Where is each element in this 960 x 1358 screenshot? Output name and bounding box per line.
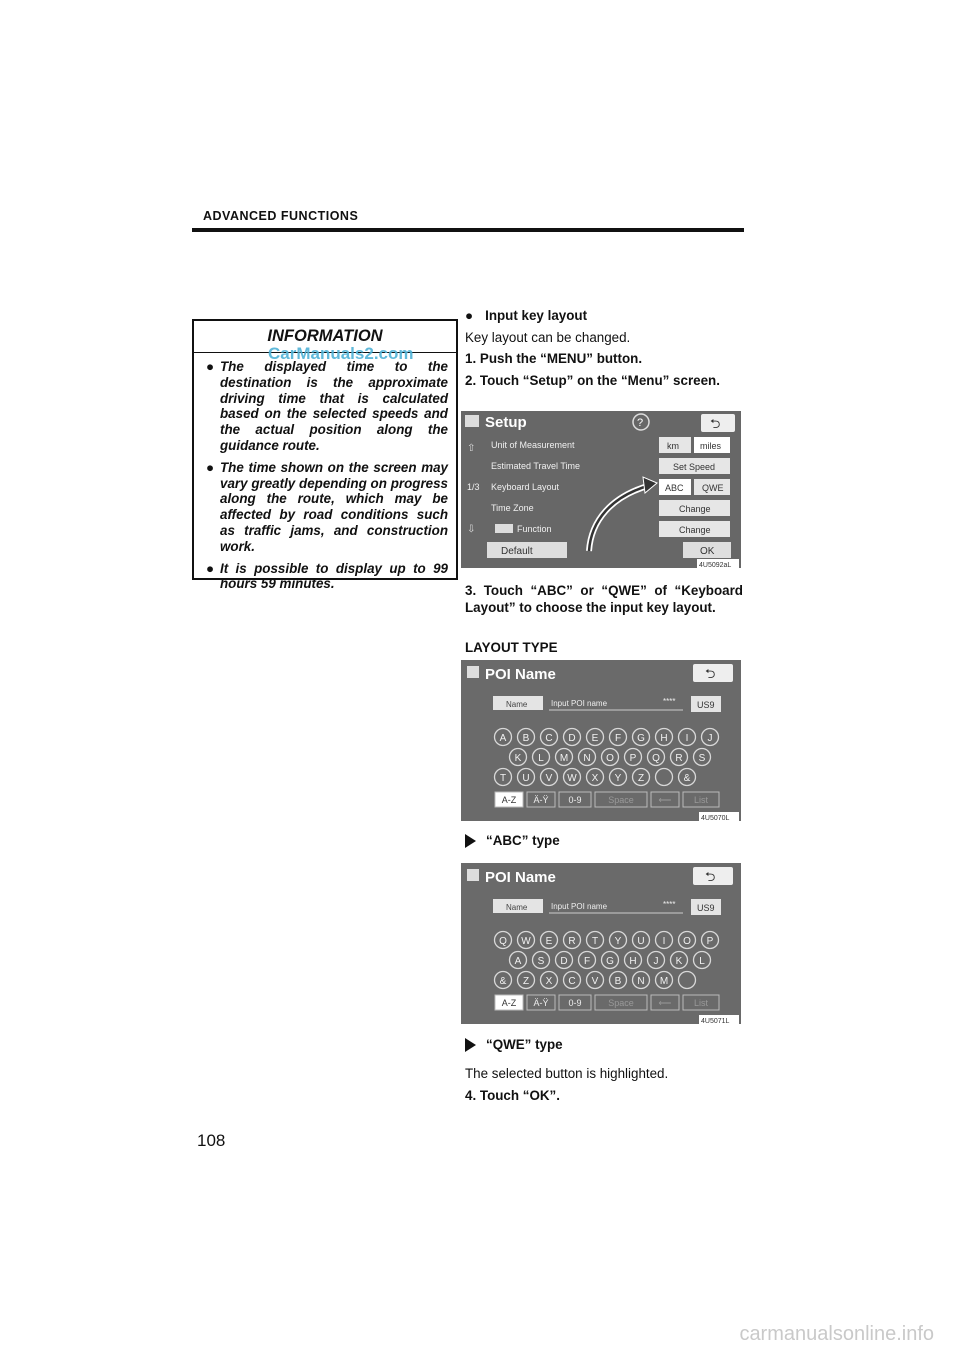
key-label: S bbox=[698, 753, 706, 764]
back-arrow-icon: ⮌ bbox=[705, 870, 716, 885]
key-label: K bbox=[514, 753, 522, 764]
key-label: J bbox=[653, 956, 659, 967]
setup-title: Setup bbox=[485, 414, 527, 431]
image-code: 4U5070L bbox=[701, 815, 730, 821]
setup-screen-svg bbox=[461, 411, 741, 568]
step-4: 4. Touch “OK”. bbox=[465, 1088, 560, 1103]
header-rule bbox=[192, 228, 744, 232]
key-label: D bbox=[560, 956, 568, 967]
key-label: & bbox=[499, 976, 507, 987]
key-label: O bbox=[606, 753, 614, 764]
input-label: Input POI name bbox=[551, 902, 608, 911]
input-stars: **** bbox=[663, 900, 676, 909]
input-label: Input POI name bbox=[551, 699, 608, 708]
information-heading: INFORMATION bbox=[267, 327, 383, 345]
key-label: L bbox=[699, 956, 705, 967]
row-label: Unit of Measurement bbox=[491, 440, 575, 450]
key-label: V bbox=[545, 773, 553, 784]
poi-icon bbox=[467, 666, 479, 678]
key-label: K bbox=[675, 956, 683, 967]
key-label: I bbox=[685, 733, 689, 744]
svg-text:US9: US9 bbox=[697, 700, 715, 710]
key-label: B bbox=[614, 976, 622, 987]
key-label: H bbox=[660, 733, 668, 744]
key-label: Y bbox=[614, 773, 622, 784]
qwe-caption: “QWE” type bbox=[465, 1036, 743, 1053]
key-label: E bbox=[545, 936, 553, 947]
scroll-down-icon[interactable]: ⇩ bbox=[467, 524, 476, 535]
key-label: U bbox=[522, 773, 530, 784]
step-3: 3. Touch “ABC” or “QWE” of “Keyboard Layout” to choose the input key layout. bbox=[465, 583, 743, 615]
key-label: C bbox=[545, 733, 553, 744]
poi-icon bbox=[467, 869, 479, 881]
back-arrow-icon: ⮌ bbox=[710, 417, 721, 432]
keyboard-mode-label: List bbox=[693, 795, 709, 805]
poi-title: POI Name bbox=[485, 666, 556, 683]
information-item: ● It is possible to display up to 99 hours 59 minutes. bbox=[206, 560, 448, 592]
selected-note: The selected button is highlighted. bbox=[465, 1066, 669, 1081]
information-item: ● The time shown on the screen may vary greatly depending on progress along the route, which may be affected by road conditions such as traffic jams, and construction work. bbox=[206, 459, 448, 554]
svg-text:OK: OK bbox=[700, 546, 715, 557]
key-label: R bbox=[675, 753, 683, 764]
key-label: A bbox=[514, 956, 522, 967]
keyboard-mode-label: 0-9 bbox=[568, 998, 582, 1008]
back-arrow-icon: ⮌ bbox=[705, 667, 716, 682]
svg-text:US9: US9 bbox=[697, 903, 715, 913]
keyboard-mode-label: 0-9 bbox=[568, 795, 582, 805]
keyboard-mode-label: ⟵ bbox=[658, 795, 672, 805]
abc-caption: “ABC” type bbox=[465, 832, 743, 849]
step-2: 2. Touch “Setup” on the “Menu” screen. bbox=[465, 373, 720, 388]
image-code: 4U5092aL bbox=[699, 562, 732, 568]
svg-text:Change: Change bbox=[679, 504, 711, 514]
keyboard-mode-label: Space bbox=[608, 998, 634, 1008]
svg-text:Change: Change bbox=[679, 525, 711, 535]
keyboard-mode-label: Ä-Ÿ bbox=[533, 998, 549, 1008]
row-label: Function bbox=[517, 524, 552, 534]
key-label: N bbox=[637, 976, 645, 987]
keyboard-mode-label: Ä-Ÿ bbox=[533, 795, 549, 805]
information-item: ● The displayed time to the destination is the approximate driving time that is calculated based on the selected speeds and the actual position along the guidance route. bbox=[206, 359, 448, 453]
key-label: U bbox=[637, 936, 645, 947]
key-label: T bbox=[499, 773, 507, 784]
keyboard-mode-label: List bbox=[693, 998, 709, 1008]
setup-screen-image bbox=[461, 411, 741, 568]
key-label: T bbox=[591, 936, 599, 947]
intro-text: Key layout can be changed. bbox=[465, 330, 631, 345]
key-label: B bbox=[522, 733, 530, 744]
overlay-watermark-link[interactable]: CarManuals2.com bbox=[268, 344, 414, 363]
poi-title: POI Name bbox=[485, 869, 556, 886]
site-watermark: carmanualsonline.info bbox=[739, 1323, 934, 1345]
svg-text:?: ? bbox=[637, 417, 644, 429]
setup-icon bbox=[465, 415, 479, 427]
svg-text:QWE: QWE bbox=[702, 483, 724, 493]
bullet-icon: ● bbox=[206, 560, 215, 576]
keyboard-mode-label: ⟵ bbox=[658, 998, 672, 1008]
information-list bbox=[206, 359, 448, 598]
key-label: O bbox=[683, 936, 691, 947]
poi-abc-svg bbox=[461, 660, 741, 821]
key-label: Z bbox=[637, 773, 645, 784]
page-indicator: 1/3 bbox=[467, 482, 480, 492]
row-label: Keyboard Layout bbox=[491, 482, 560, 492]
input-stars: **** bbox=[663, 697, 676, 706]
key-label: X bbox=[591, 773, 599, 784]
topic-heading: ● Input key layout bbox=[465, 308, 588, 323]
key-label: R bbox=[568, 936, 576, 947]
bullet-icon: ● bbox=[206, 359, 215, 374]
key-label: G bbox=[606, 956, 614, 967]
section-title: ADVANCED FUNCTIONS bbox=[203, 209, 359, 223]
key-label: F bbox=[583, 956, 591, 967]
key-label: E bbox=[591, 733, 599, 744]
key-label: Q bbox=[499, 936, 507, 947]
key-label: W bbox=[567, 773, 577, 784]
bullet-icon: ● bbox=[465, 308, 474, 323]
svg-text:miles: miles bbox=[700, 441, 722, 451]
key-label: P bbox=[706, 936, 714, 947]
svg-text:Name: Name bbox=[506, 700, 528, 709]
svg-text:Name: Name bbox=[506, 903, 528, 912]
page-number: 108 bbox=[197, 1131, 226, 1150]
poi-abc-screen-image bbox=[461, 660, 741, 821]
row-label: Time Zone bbox=[491, 503, 534, 513]
key-label: P bbox=[629, 753, 637, 764]
key-label: J bbox=[707, 733, 713, 744]
keyboard-mode-label: Space bbox=[608, 795, 634, 805]
key-label: Y bbox=[614, 936, 622, 947]
key-label: M bbox=[559, 753, 569, 764]
bullet-icon: ● bbox=[206, 459, 215, 475]
svg-text:ABC: ABC bbox=[665, 483, 684, 493]
image-code: 4U5071L bbox=[701, 1018, 730, 1024]
key-label: A bbox=[499, 733, 507, 744]
key-label: V bbox=[591, 976, 599, 987]
key-label: L bbox=[538, 753, 544, 764]
key-label: C bbox=[568, 976, 576, 987]
row-label: Estimated Travel Time bbox=[491, 461, 581, 471]
triangle-icon bbox=[465, 1038, 476, 1052]
key-label: X bbox=[545, 976, 553, 987]
key-label: D bbox=[568, 733, 576, 744]
key-label: S bbox=[537, 956, 545, 967]
key-label: G bbox=[637, 733, 645, 744]
svg-text:Default: Default bbox=[501, 546, 533, 557]
keyboard-mode-label: A-Z bbox=[501, 795, 517, 805]
step-1: 1. Push the “MENU” button. bbox=[465, 351, 643, 366]
key-label: & bbox=[683, 773, 691, 784]
poi-qwe-screen-image bbox=[461, 863, 741, 1024]
key-label: H bbox=[629, 956, 637, 967]
layout-type-heading: LAYOUT TYPE bbox=[465, 640, 558, 655]
poi-qwe-svg bbox=[461, 863, 741, 1024]
key-label: M bbox=[659, 976, 669, 987]
key-label: F bbox=[614, 733, 622, 744]
keyboard-mode-label: A-Z bbox=[501, 998, 517, 1008]
triangle-icon bbox=[465, 834, 476, 848]
key-label: Z bbox=[522, 976, 530, 987]
key-label: N bbox=[583, 753, 591, 764]
key-label: Q bbox=[652, 753, 660, 764]
svg-text:Set Speed: Set Speed bbox=[673, 462, 716, 472]
function-key-icon bbox=[495, 524, 513, 533]
key-label: W bbox=[521, 936, 531, 947]
svg-text:km: km bbox=[667, 441, 679, 451]
key-label: I bbox=[662, 936, 666, 947]
scroll-up-icon[interactable]: ⇧ bbox=[467, 443, 476, 454]
